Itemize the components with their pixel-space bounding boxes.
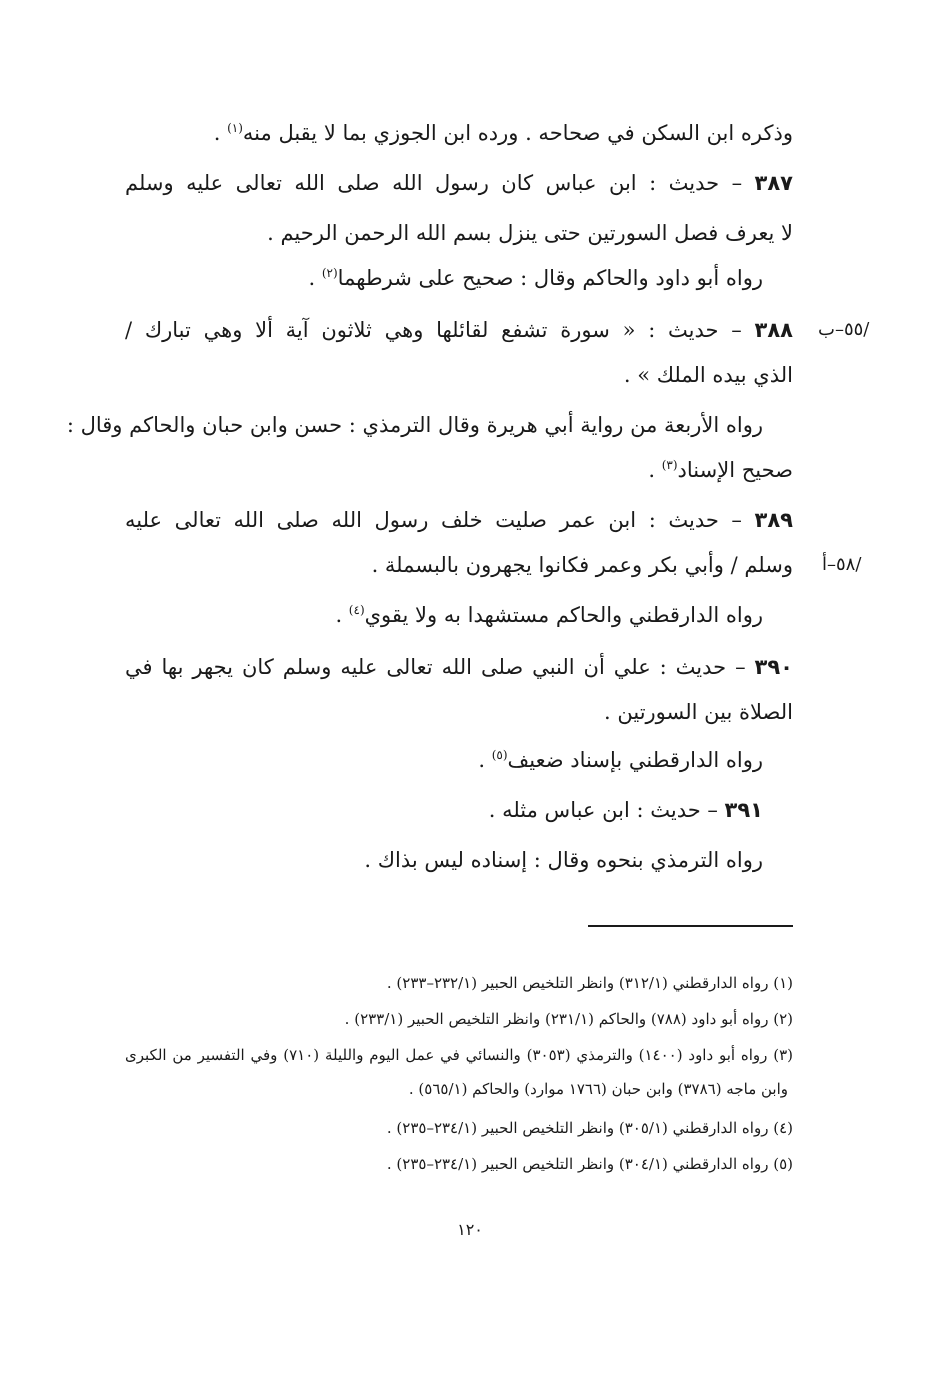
hadith-391-line: ٣٩١ – حديث : ابن عباس مثله . (488, 798, 763, 822)
footnote-reference: (٤) (348, 603, 365, 617)
text-line: وذكره ابن السكن في صحاحه . ورده ابن الجوزي بما لا يقبل منه$^{(١)}$ . (213, 121, 793, 145)
text-line: رواه الترمذي بنحوه وقال : إسناده ليس بذاك . (364, 848, 763, 872)
hadith-number: ٣٩١ (724, 798, 763, 822)
hadith-number: ٣٩٠ (754, 655, 793, 679)
text-line: الصلاة بين السورتين . (604, 700, 793, 724)
text-line: الذي بيده الملك » . (623, 363, 793, 387)
text-line: وسلم / وأبي بكر وعمر فكانوا يجهرون بالبسملة . (371, 553, 793, 577)
hadith-388-line: ٣٨٨ – حديث : « سورة تشفع لقائلها وهي ثلاثون آية ألا وهي تبارك / (125, 318, 793, 342)
text-line: رواه الدارقطني والحاكم مستشهدا به ولا يقوي$^{(٤)}$ . (335, 603, 763, 627)
footnote: (٤) رواه الدارقطني (٣٠٥/١) وانظر التلخيص الحبير (٢٣٤/١–٢٣٥) . (386, 1119, 793, 1137)
margin-folio-note: /٥٥–ب (818, 319, 870, 340)
hadith-number: ٣٨٨ (754, 318, 793, 342)
hadith-390-line: ٣٩٠ – حديث : علي أن النبي صلى الله تعالى عليه وسلم كان يجهر بها في (125, 655, 793, 679)
text-line: صحيح الإسناد$^{(٣)}$ . (648, 458, 793, 482)
footnote-reference: (١) (227, 121, 243, 135)
footnote: (١) رواه الدارقطني (٣١٢/١) وانظر التلخيص الحبير (٢٣٢/١–٢٣٣) . (386, 974, 793, 992)
footnote-reference: (٥) (491, 748, 508, 762)
page-number: ١٢٠ (457, 1220, 483, 1239)
footnote-separator (588, 925, 793, 927)
hadith-389-line: ٣٨٩ – حديث : ابن عمر صليت خلف رسول الله صلى الله تعالى عليه (125, 508, 793, 532)
footnote-continuation: وابن ماجه (٣٧٨٦) وابن حبان (١٧٦٦ موارد) والحاكم (٥٦٥/١) . (408, 1080, 788, 1098)
footnote-reference: (٣) (661, 458, 678, 472)
text-line: رواه الأربعة من رواية أبي هريرة وقال الترمذي : حسن وابن حبان والحاكم وقال : (66, 413, 763, 437)
footnote: (٢) رواه أبو داود (٧٨٨) والحاكم (٢٣١/١) وانظر التلخيص الحبير (٢٣٣/١) . (344, 1010, 793, 1028)
hadith-number: ٣٨٧ (754, 171, 793, 195)
margin-folio-note: /٥٨–أ (822, 554, 862, 575)
footnote: (٣) رواه أبو داود (١٤٠٠) والترمذي (٣٠٥٣) والنسائي في عمل اليوم والليلة (٧١٠) وفي التفسير من الكبرى (125, 1046, 793, 1064)
text-line: رواه الدارقطني بإسناد ضعيف$^{(٥)}$ . (478, 748, 763, 772)
footnote: (٥) رواه الدارقطني (٣٠٤/١) وانظر التلخيص الحبير (٢٣٤/١–٢٣٥) . (386, 1155, 793, 1173)
hadith-number: ٣٨٩ (754, 508, 793, 532)
text-line: لا يعرف فصل السورتين حتى ينزل بسم الله الرحمن الرحيم . (267, 221, 793, 245)
text-line: رواه أبو داود والحاكم وقال : صحيح على شرطهما$^{(٢)}$ . (308, 266, 763, 290)
hadith-387-line: ٣٨٧ – حديث : ابن عباس كان رسول الله صلى الله تعالى عليه وسلم (125, 171, 793, 195)
footnote-reference: (٢) (321, 266, 338, 280)
